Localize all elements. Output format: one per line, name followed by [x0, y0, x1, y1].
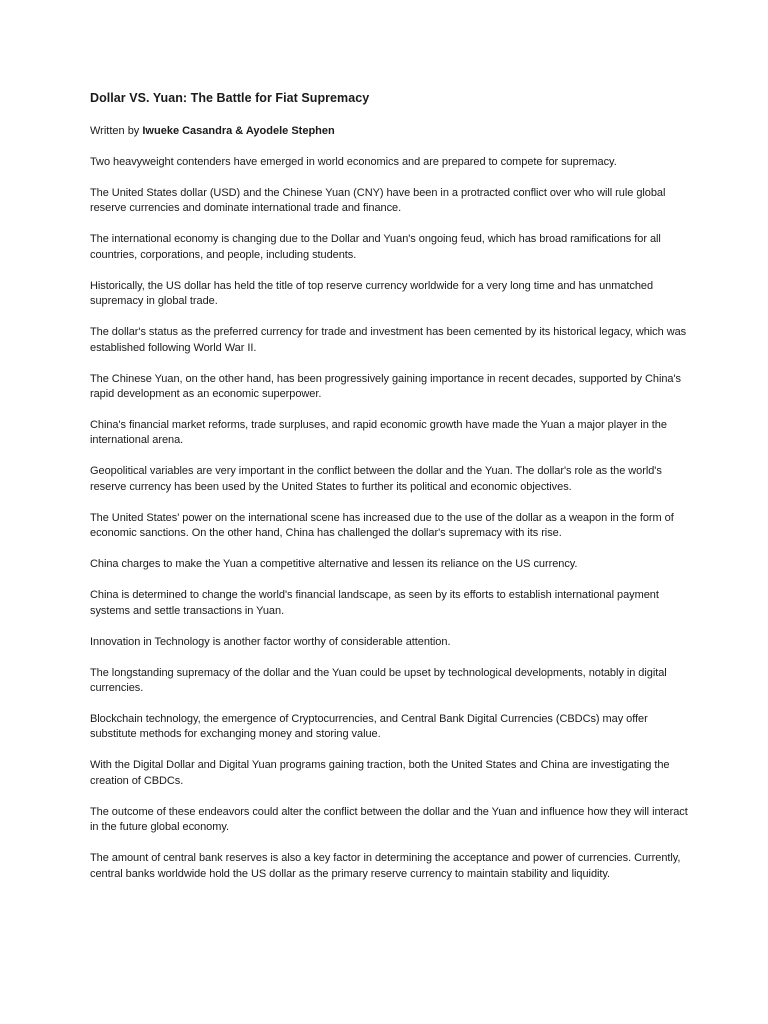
paragraph: Two heavyweight contenders have emerged in world economics and are prepared to compete for supremacy. [90, 156, 617, 168]
paragraph: The outcome of these endeavors could alter the conflict between the dollar and the Yuan and influence how they will interact in the future global economy. [90, 805, 688, 834]
paragraph: Historically, the US dollar has held the title of top reserve currency worldwide for a very long time and has unmatched supremacy in global trade. [90, 279, 654, 308]
byline-prefix: Written by [90, 125, 143, 137]
paragraph: The amount of central bank reserves is also a key factor in determining the acceptance and power of currencies. Currently, central banks worldwide hold the US dollar as the primary reserve currency to maintain stability and liquidity. [90, 852, 681, 880]
paragraph: China's financial market reforms, trade surpluses, and rapid economic growth have made the Yuan a major player in the international arena. [90, 419, 667, 447]
paragraph: The longstanding supremacy of the dollar and the Yuan could be upset by technological developments, notably in digital currencies. [90, 666, 667, 695]
document-title: Dollar VS. Yuan: The Battle for Fiat Supremacy [90, 91, 370, 105]
byline [90, 124, 690, 138]
paragraph: Innovation in Technology is another factor worthy of considerable attention. [90, 635, 451, 648]
paragraph: Blockchain technology, the emergence of Cryptocurrencies, and Central Bank Digital Currencies (CBDCs) may offer substitute methods for exchanging money and storing value. [90, 713, 648, 741]
document-page [90, 90, 690, 898]
paragraph: Geopolitical variables are very important in the conflict between the dollar and the Yuan. The dollar's role as the world's reserve currency has been used by the United States to further its political and economic objectives. [90, 465, 662, 493]
paragraph: The dollar's status as the preferred currency for trade and investment has been cemented by its historical legacy, which was established following World War II. [90, 326, 687, 354]
byline-authors: Iwueke Casandra & Ayodele Stephen [142, 125, 335, 137]
paragraph: The Chinese Yuan, on the other hand, has been progressively gaining importance in recent decades, supported by China's rapid development as an economic superpower. [90, 372, 681, 401]
paragraph: China charges to make the Yuan a competitive alternative and lessen its reliance on the US currency. [90, 558, 578, 571]
paragraph: With the Digital Dollar and Digital Yuan programs gaining traction, both the United States and China are investigating the creation of CBDCs. [90, 759, 670, 787]
paragraph: The United States dollar (USD) and the Chinese Yuan (CNY) have been in a protracted conflict over who will rule global reserve currencies and dominate international trade and finance. [90, 187, 666, 215]
paragraph: China is determined to change the world's financial landscape, as seen by its efforts to establish international payment systems and settle transactions in Yuan. [90, 589, 659, 617]
paragraph: The international economy is changing due to the Dollar and Yuan's ongoing feud, which has broad ramifications for all countries, corporations, and people, including students. [90, 233, 661, 261]
paragraph: The United States' power on the international scene has increased due to the use of the dollar as a weapon in the form of economic sanctions. On the other hand, China has challenged the dollar's supremacy with its rise. [90, 511, 674, 540]
